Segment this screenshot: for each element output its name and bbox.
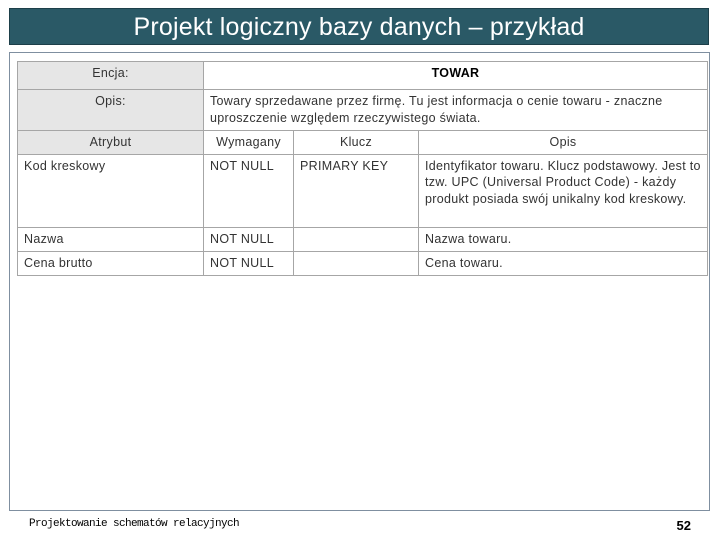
description-label: Opis: — [18, 90, 204, 131]
description-cell: Identyfikator towaru. Klucz podstawowy. Jest to tzw. UPC (Universal Product Code) - każdy produkt posiada swój unikalny kod kreskowy. — [419, 154, 708, 227]
entity-label: Encja: — [18, 62, 204, 90]
description-row — [18, 90, 708, 131]
footer-text: Projektowanie schematów relacyjnych — [29, 518, 240, 530]
entity-name: TOWAR — [204, 62, 708, 90]
slide-title: Projekt logiczny bazy danych – przykład — [9, 8, 709, 45]
column-header-key: Klucz — [294, 131, 419, 155]
column-header-description: Opis — [419, 131, 708, 155]
attribute-cell: Nazwa — [18, 227, 204, 251]
description-cell: Nazwa towaru. — [419, 227, 708, 251]
attribute-cell: Kod kreskowy — [18, 154, 204, 227]
key-cell — [294, 227, 419, 251]
column-header-required: Wymagany — [204, 131, 294, 155]
key-cell: PRIMARY KEY — [294, 154, 419, 227]
column-header-row — [18, 131, 708, 155]
required-cell: NOT NULL — [204, 251, 294, 275]
key-cell — [294, 251, 419, 275]
required-cell: NOT NULL — [204, 227, 294, 251]
page-number: 52 — [676, 518, 691, 533]
entity-description: Towary sprzedawane przez firmę. Tu jest informacja o cenie towaru - znaczne uproszczenie względem rzeczywistego świata. — [204, 90, 708, 131]
table-row — [18, 154, 708, 227]
entity-row — [18, 62, 708, 90]
table-row — [18, 227, 708, 251]
entity-table — [17, 61, 708, 276]
required-cell: NOT NULL — [204, 154, 294, 227]
description-cell: Cena towaru. — [419, 251, 708, 275]
column-header-attribute: Atrybut — [18, 131, 204, 155]
table-row — [18, 251, 708, 275]
attribute-cell: Cena brutto — [18, 251, 204, 275]
